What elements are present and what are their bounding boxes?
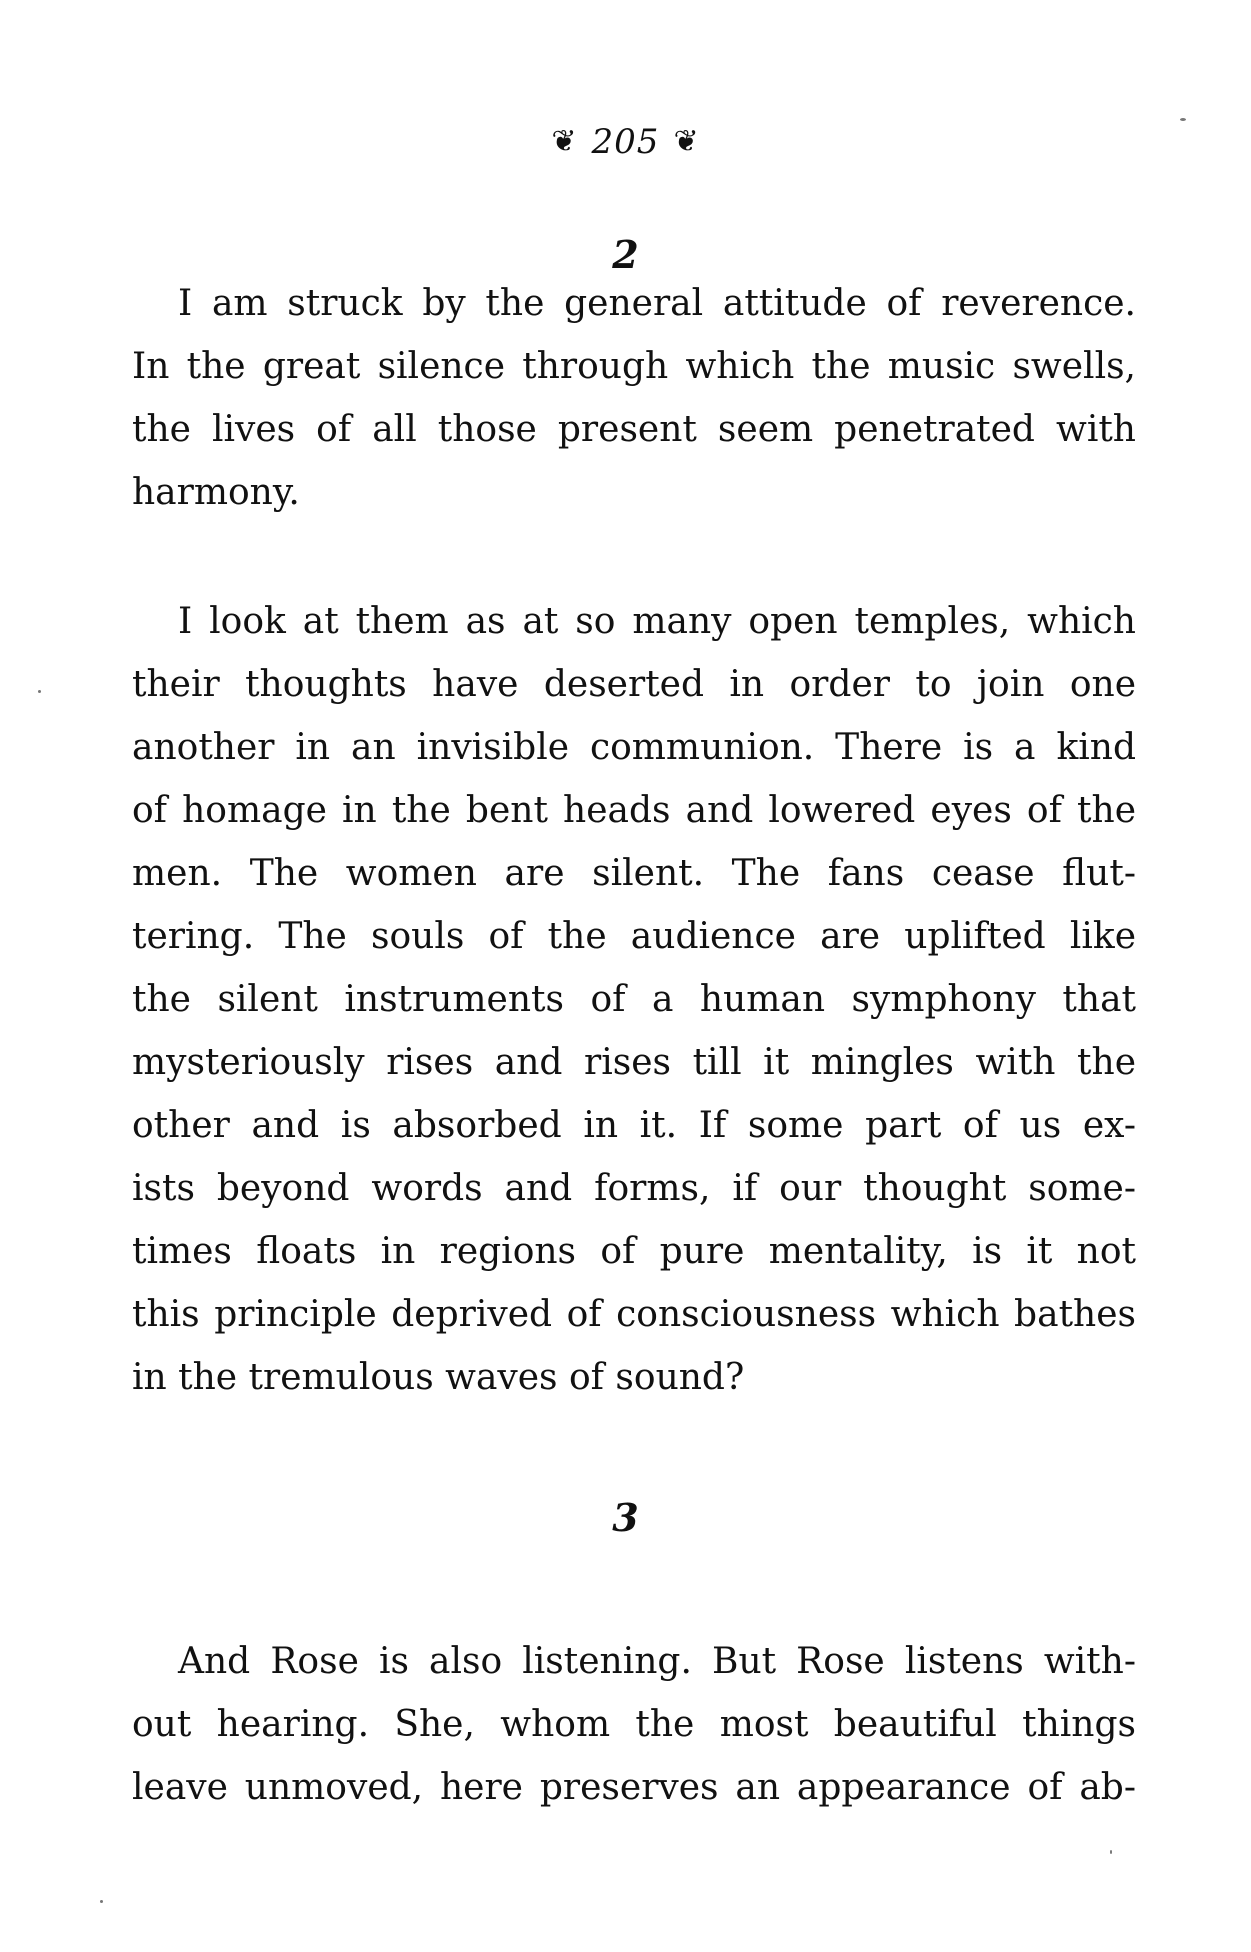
text-line: of homage in the bent heads and lowered eyes of the	[132, 790, 1136, 831]
page-number: 205	[591, 122, 660, 162]
text-line: another in an invisible communion. There is a kind	[132, 727, 1136, 768]
text-line: mysteriously rises and rises till it mingles with the	[132, 1042, 1136, 1083]
text-line: harmony.	[132, 472, 300, 513]
section-number-2: 2	[612, 232, 639, 277]
text-line: the lives of all those present seem penetrated with	[132, 409, 1136, 450]
text-line: times floats in regions of pure mentality, is it not	[132, 1231, 1136, 1272]
text-line: In the great silence through which the music swells,	[132, 346, 1136, 387]
scan-speck	[38, 690, 41, 693]
text-line: out hearing. She, whom the most beautiful things	[132, 1704, 1136, 1745]
text-line: men. The women are silent. The fans cease flut-	[132, 853, 1136, 894]
section3-paragraph1	[132, 1630, 1136, 1819]
scan-speck	[100, 1900, 103, 1903]
text-line: the silent instruments of a human symphony that	[132, 979, 1136, 1020]
section2-paragraph2	[132, 590, 1136, 1409]
text-line: ists beyond words and forms, if our thought some-	[132, 1168, 1136, 1209]
text-line: this principle deprived of consciousness which bathes	[132, 1294, 1136, 1335]
text-line: in the tremulous waves of sound?	[132, 1357, 745, 1398]
text-line: other and is absorbed in it. If some part of us ex-	[132, 1105, 1136, 1146]
page-header	[0, 122, 1251, 162]
text-line: leave unmoved, here preserves an appearance of ab-	[132, 1767, 1136, 1808]
right-ornament-icon: ❦	[673, 124, 700, 159]
left-ornament-icon: ❦	[551, 124, 578, 159]
text-line: I look at them as at so many open temples, which	[178, 601, 1136, 642]
text-line: And Rose is also listening. But Rose listens with-	[178, 1641, 1136, 1682]
scan-speck	[1180, 118, 1186, 121]
text-line: tering. The souls of the audience are uplifted like	[132, 916, 1136, 957]
section-number-3: 3	[612, 1495, 639, 1540]
text-line: I am struck by the general attitude of reverence.	[178, 283, 1136, 324]
section2-paragraph1	[132, 272, 1136, 524]
scan-speck	[1110, 1850, 1112, 1854]
text-line: their thoughts have deserted in order to join one	[132, 664, 1136, 705]
